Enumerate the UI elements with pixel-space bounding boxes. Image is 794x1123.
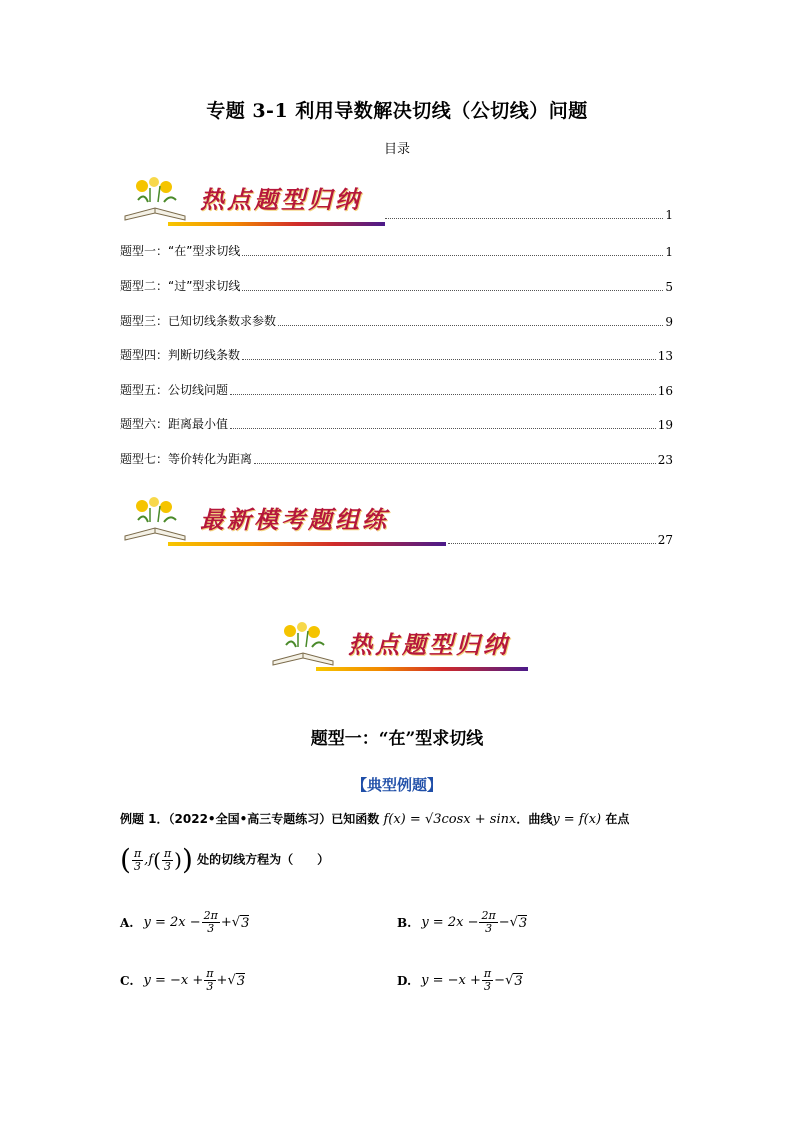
toc-leader — [230, 394, 656, 395]
banner-text: 最新模考题组练 — [200, 505, 389, 534]
option-b[interactable]: B. y = 2x − $\frac{2\pi}{3}$ − √ 3 — [397, 909, 528, 936]
banner-underline — [168, 222, 385, 226]
toc-item-latest[interactable] — [120, 533, 673, 547]
toc-item-type6[interactable] — [120, 415, 673, 432]
toc-leader — [242, 255, 663, 256]
toc-item-label: 题型六：距离最小值 — [120, 417, 229, 431]
option-d[interactable]: D. y = −x + $\frac{\pi}{3}$ − √ 3 — [397, 967, 523, 994]
toc-item-label: 题型四：判断切线条数 — [120, 348, 241, 362]
section-title: 题型一：“在”型求切线 — [310, 729, 484, 749]
at-point-text: 在点 — [605, 812, 630, 826]
toc-item-type5[interactable] — [120, 381, 673, 398]
hot-topics-banner-section — [268, 617, 528, 673]
toc-item-type3[interactable] — [120, 312, 673, 329]
toc-item-type1[interactable] — [120, 242, 673, 259]
point-paren-close: ) — [181, 843, 193, 876]
open-book-flowers-icon — [268, 617, 338, 669]
toc-page-number: 13 — [657, 349, 673, 363]
point-f: f — [148, 852, 154, 868]
sqrt-sign: √ — [424, 812, 434, 827]
option-a[interactable]: A. y = 2x − $\frac{2\pi}{3}$ + √ 3 — [120, 909, 250, 936]
toc-heading: 目录 — [383, 142, 410, 157]
point-paren-open: ( — [120, 843, 131, 876]
question-prefix: 例题 1．（2022•全国•高三专题练习）已知函数 — [120, 812, 380, 826]
toc-page-number: 23 — [657, 453, 673, 467]
toc-leader — [242, 359, 656, 360]
toc-leader — [242, 290, 663, 291]
point-y-fraction: $\frac{\pi}{3}$ — [163, 846, 172, 873]
question-line-2: ( $\frac{\pi}{3}$ ,f( $\frac{\pi}{3}$ )) 处的切线方程为（ ） — [120, 843, 330, 876]
toc-page-number: 9 — [665, 315, 673, 329]
toc-item-type2[interactable] — [120, 277, 673, 294]
toc-leader — [278, 325, 663, 326]
toc-page-number: 5 — [665, 280, 673, 294]
equals-sign: = — [405, 812, 425, 827]
toc-leader — [230, 428, 656, 429]
toc-leader — [385, 218, 663, 219]
toc-page-number: 16 — [657, 384, 673, 398]
function-lhs: f(x) — [383, 812, 406, 827]
question-mid: ．曲线 — [516, 812, 553, 826]
toc-item-hot[interactable] — [120, 208, 673, 222]
toc-item-type4[interactable] — [120, 346, 673, 363]
toc-item-label: 题型七：等价转化为距离 — [120, 452, 253, 466]
toc-item-label: 题型五：公切线问题 — [120, 383, 229, 397]
toc-page-number: 19 — [657, 418, 673, 432]
toc-leader — [448, 543, 656, 544]
toc-item-label: 题型一：“在”型求切线 — [120, 244, 241, 258]
question-line-1 — [120, 812, 680, 829]
question-suffix: 处的切线方程为（ ） — [197, 852, 330, 867]
toc-page-number: 1 — [665, 208, 673, 222]
toc-item-label: 题型三：已知切线条数求参数 — [120, 314, 277, 328]
banner-underline — [316, 667, 528, 671]
point-x-fraction: $\frac{\pi}{3}$ — [133, 846, 142, 873]
banner-text: 热点题型归纳 — [200, 185, 362, 214]
toc-page-number: 27 — [657, 533, 673, 547]
option-c[interactable]: C. y = −x + $\frac{\pi}{3}$ + √ 3 — [120, 967, 246, 994]
toc-item-type7[interactable] — [120, 450, 673, 467]
toc-page-number: 1 — [665, 245, 673, 259]
document-title: 专题 3-1 利用导数解决切线（公切线）问题 — [206, 100, 588, 122]
toc-leader — [254, 463, 656, 464]
curve-equation: y = f(x) — [552, 812, 602, 827]
toc-item-label: 题型二：“过”型求切线 — [120, 279, 241, 293]
typical-examples-heading: 【典型例题】 — [351, 776, 442, 794]
function-rhs: 3cosx + sinx — [433, 812, 517, 827]
banner-text: 热点题型归纳 — [348, 630, 510, 659]
